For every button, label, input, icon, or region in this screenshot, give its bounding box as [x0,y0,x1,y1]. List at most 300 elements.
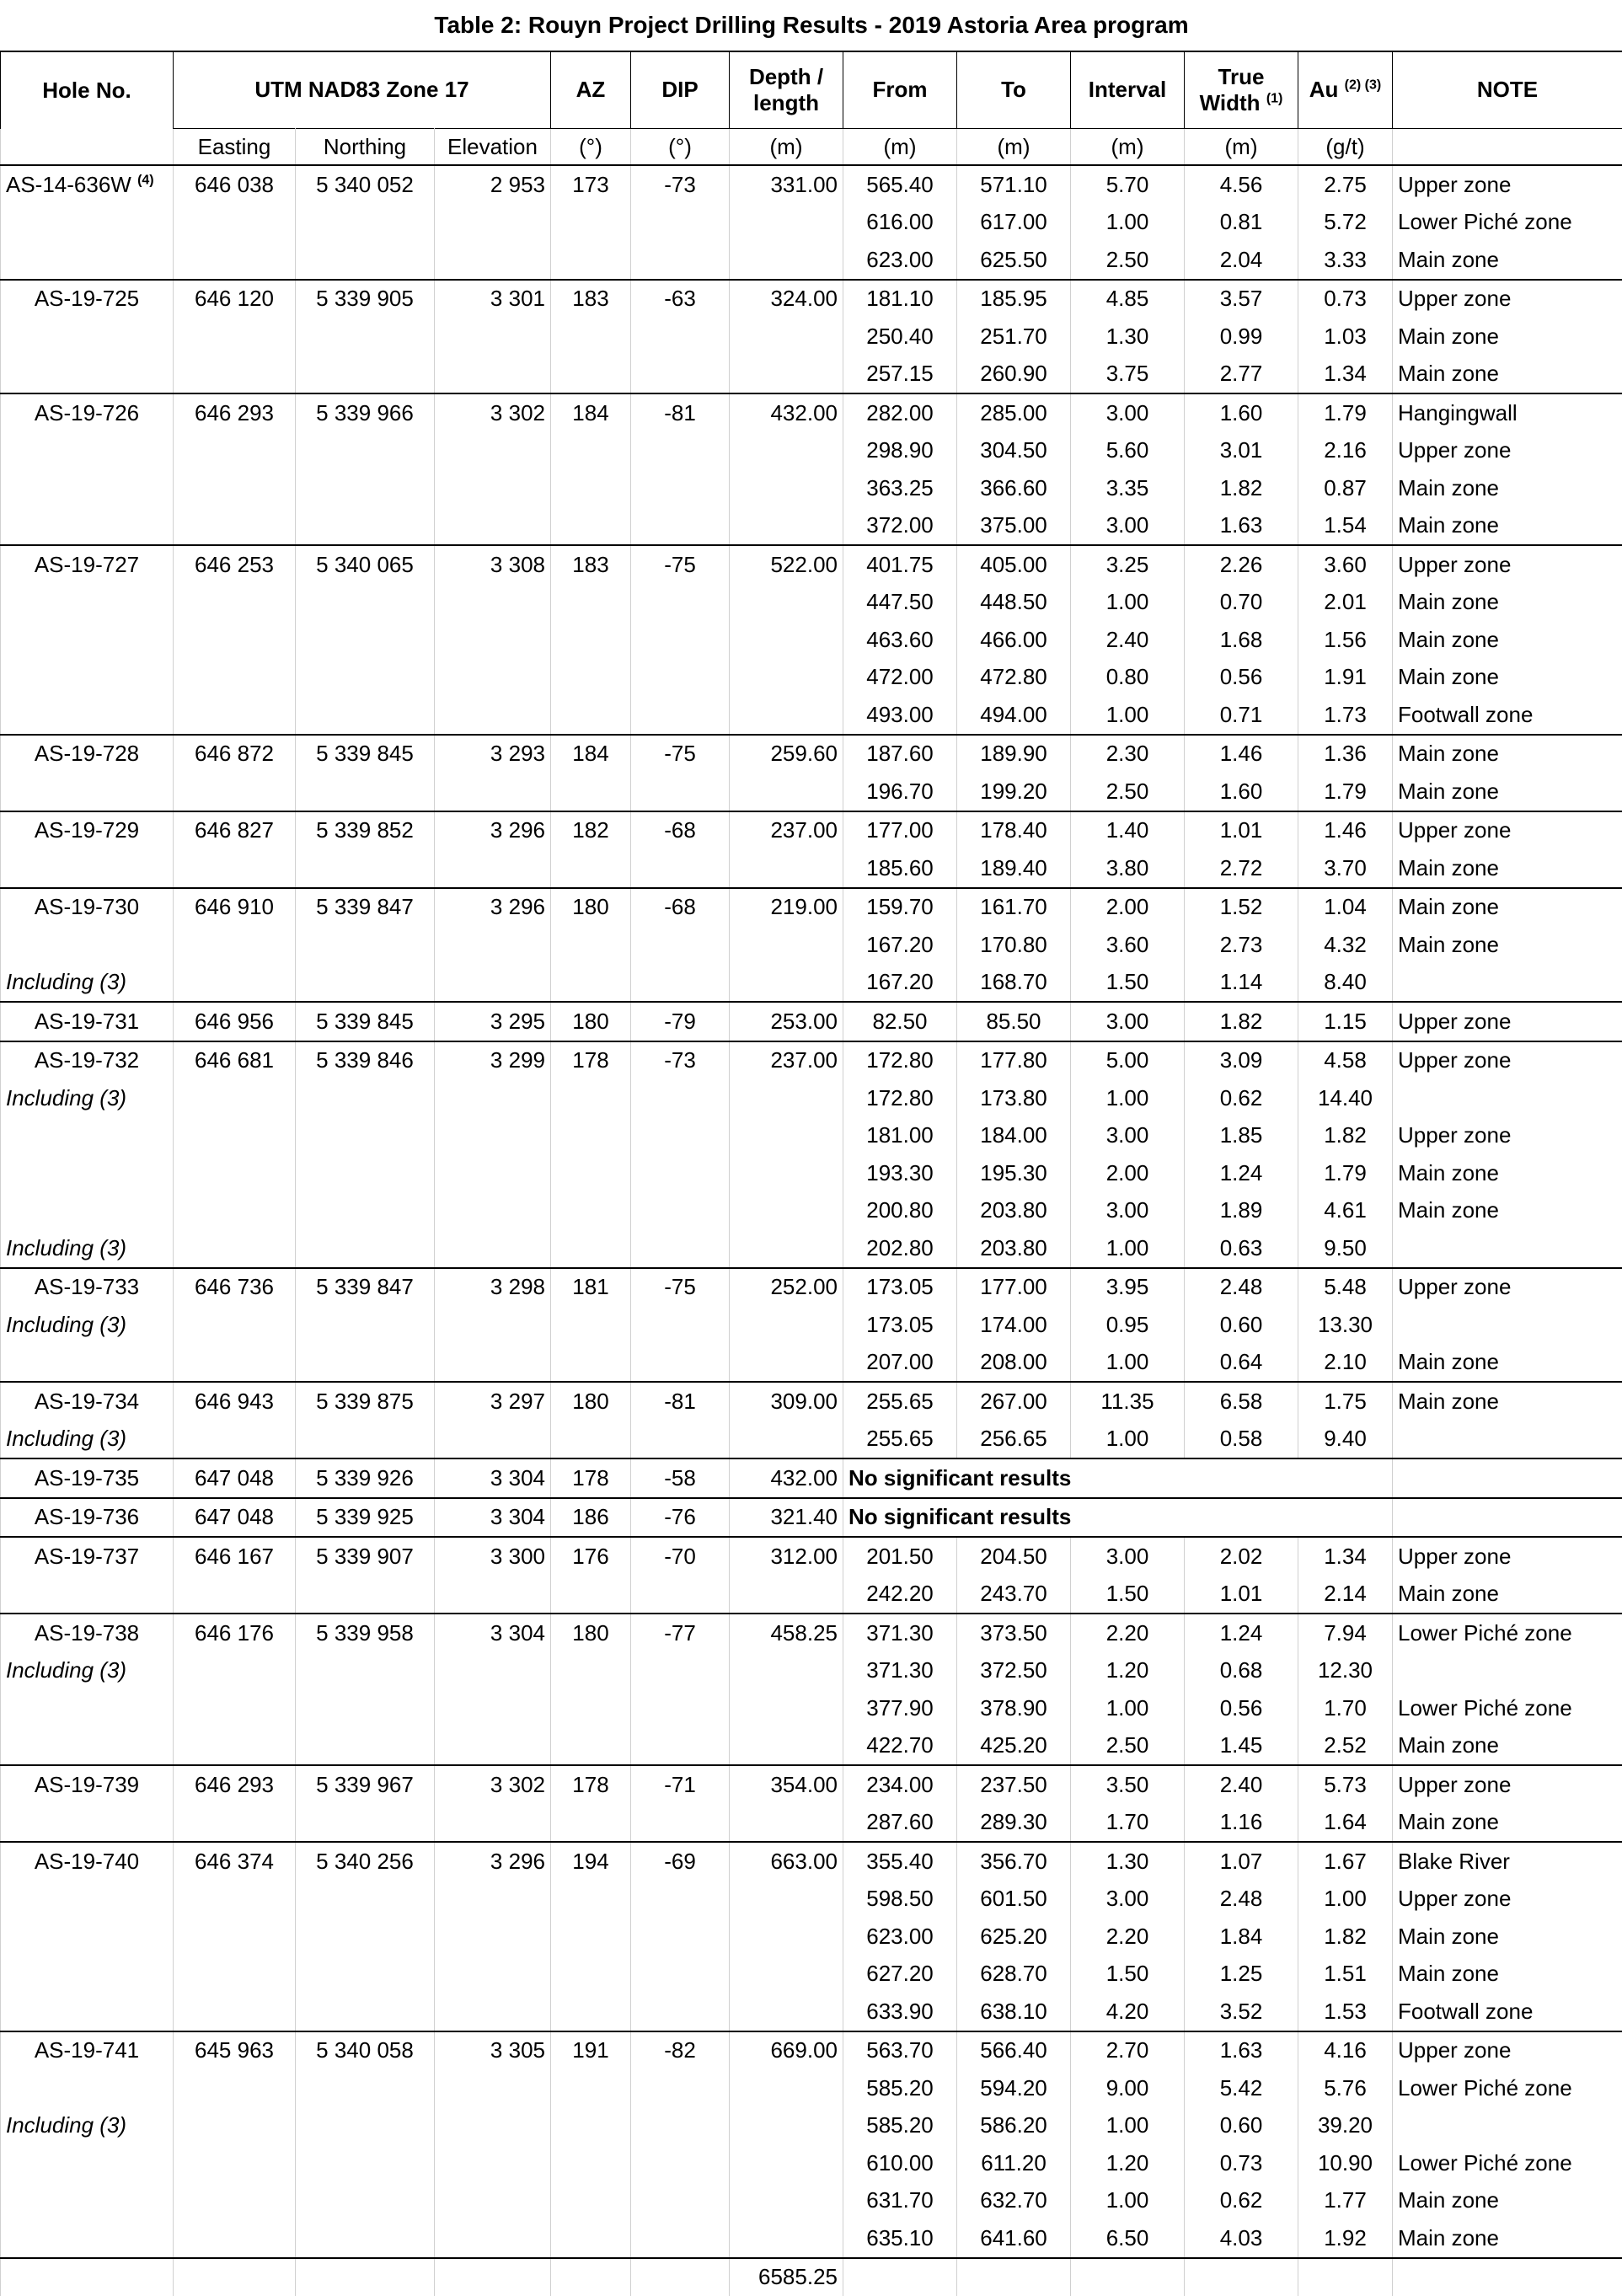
northing: 5 339 907 [296,1537,435,1576]
from: 255.65 [843,1421,957,1459]
note: Main zone [1393,1918,1622,1956]
to: 251.70 [957,318,1071,356]
to: 566.40 [957,2031,1071,2070]
interval: 1.00 [1071,584,1185,622]
including-label: Including (3) [1,1652,174,1690]
azimuth [551,469,631,507]
gold-grade: 2.52 [1298,1727,1393,1766]
dip [631,1306,730,1344]
table-row [1,926,1622,964]
interval: 1.00 [1071,2107,1185,2145]
note: Main zone [1393,1727,1622,1766]
from: 627.20 [843,1956,957,1994]
gold-grade: 0.73 [1298,280,1393,318]
dip [631,1993,730,2031]
azimuth: 182 [551,811,631,850]
azimuth [551,1079,631,1117]
interval: 1.20 [1071,1652,1185,1690]
true-width: 0.70 [1185,584,1298,622]
northing [296,1652,435,1690]
note: Main zone [1393,2182,1622,2220]
depth: 259.60 [730,735,843,773]
depth: 324.00 [730,280,843,318]
true-width: 1.63 [1185,507,1298,546]
easting [174,318,296,356]
dip [631,1804,730,1843]
easting: 645 963 [174,2031,296,2070]
hole-number-text: AS-19-740 [35,1849,139,1874]
northing: 5 340 065 [296,545,435,584]
true-width: 1.60 [1185,773,1298,811]
table-row [1,1881,1622,1919]
gold-grade: 1.36 [1298,735,1393,773]
gold-grade: 2.10 [1298,1344,1393,1383]
note: Upper zone [1393,1041,1622,1080]
hole-number-blank [1,1117,174,1155]
note: Upper zone [1393,1268,1622,1307]
note: Lower Piché zone [1393,204,1622,242]
hole-number [1,1765,174,1804]
interval: 3.00 [1071,1537,1185,1576]
dip [631,2182,730,2220]
table-row [1,1458,1622,1498]
table-row [1,888,1622,927]
interval: 3.00 [1071,1881,1185,1919]
depth: 458.25 [730,1614,843,1652]
no-significant-results: No significant results [843,1498,1393,1538]
elevation [435,1918,551,1956]
gold-grade: 1.46 [1298,811,1393,850]
note: Main zone [1393,507,1622,546]
gold-grade: 7.94 [1298,1614,1393,1652]
gold-grade: 4.58 [1298,1041,1393,1080]
azimuth [551,696,631,735]
true-width: 1.24 [1185,1614,1298,1652]
elevation: 3 296 [435,888,551,927]
interval: 2.70 [1071,2031,1185,2070]
easting: 646 167 [174,1537,296,1576]
northing [296,1804,435,1843]
to: 594.20 [957,2069,1071,2107]
hole-number-blank [1,773,174,811]
note: Lower Piché zone [1393,2069,1622,2107]
true-width: 1.01 [1185,1576,1298,1614]
to: 304.50 [957,432,1071,470]
interval: 1.70 [1071,1804,1185,1843]
table-row [1,1537,1622,1576]
dip [631,1229,730,1268]
elevation: 3 301 [435,280,551,318]
northing [296,1918,435,1956]
northing [296,1881,435,1919]
note: Lower Piché zone [1393,1614,1622,1652]
interval: 1.00 [1071,1079,1185,1117]
table-row [1,318,1622,356]
table-row [1,1918,1622,1956]
to: 601.50 [957,1881,1071,1919]
northing [296,849,435,888]
azimuth [551,1689,631,1727]
interval: 2.00 [1071,888,1185,927]
northing [296,318,435,356]
to: 256.65 [957,1421,1071,1459]
easting [174,621,296,659]
depth: 432.00 [730,393,843,432]
from: 565.40 [843,165,957,204]
elevation: 3 308 [435,545,551,584]
elevation [435,1344,551,1383]
azimuth [551,2219,631,2258]
gold-grade: 12.30 [1298,1652,1393,1690]
gold-grade: 2.01 [1298,584,1393,622]
from: 623.00 [843,1918,957,1956]
table-row [1,545,1622,584]
northing [296,2219,435,2258]
easting [174,469,296,507]
table-row [1,1765,1622,1804]
table-row [1,1614,1622,1652]
interval: 11.35 [1071,1382,1185,1421]
azimuth: 183 [551,545,631,584]
table-row [1,2219,1622,2258]
to: 641.60 [957,2219,1071,2258]
northing [296,964,435,1003]
table-row [1,507,1622,546]
depth [730,1881,843,1919]
from: 372.00 [843,507,957,546]
hole-number-blank [1,1344,174,1383]
total-blank [843,2258,957,2296]
azimuth [551,2182,631,2220]
azimuth: 181 [551,1268,631,1307]
gold-grade: 1.73 [1298,696,1393,735]
table-row [1,2107,1622,2145]
interval: 2.20 [1071,1614,1185,1652]
hole-number [1,2031,174,2070]
elevation [435,1306,551,1344]
elevation [435,318,551,356]
depth [730,1727,843,1766]
northing [296,1576,435,1614]
hole-number-text: AS-19-729 [35,817,139,843]
from: 255.65 [843,1382,957,1421]
elevation: 3 295 [435,1002,551,1041]
easting [174,1727,296,1766]
depth [730,1117,843,1155]
azimuth [551,1652,631,1690]
table-row [1,1382,1622,1421]
interval: 2.00 [1071,1154,1185,1192]
hole-number-blank [1,1689,174,1727]
total-blank [1,2258,174,2296]
gold-grade: 0.87 [1298,469,1393,507]
gold-grade: 1.54 [1298,507,1393,546]
to: 189.90 [957,735,1071,773]
easting: 646 176 [174,1614,296,1652]
table-row [1,469,1622,507]
azimuth [551,432,631,470]
depth: 321.40 [730,1498,843,1538]
dip: -75 [631,545,730,584]
from: 177.00 [843,811,957,850]
elevation [435,2069,551,2107]
northing [296,356,435,394]
from: 167.20 [843,926,957,964]
hole-number-text: AS-19-738 [35,1620,139,1646]
northing [296,432,435,470]
hole-number-blank [1,1154,174,1192]
northing [296,1117,435,1155]
from: 193.30 [843,1154,957,1192]
true-width: 0.56 [1185,1689,1298,1727]
dip: -68 [631,888,730,927]
interval: 5.70 [1071,165,1185,204]
gold-grade: 1.77 [1298,2182,1393,2220]
table-row [1,1842,1622,1881]
interval: 3.95 [1071,1268,1185,1307]
easting: 646 681 [174,1041,296,1080]
dip: -82 [631,2031,730,2070]
elevation [435,1689,551,1727]
to: 208.00 [957,1344,1071,1383]
hole-number-text: AS-19-735 [35,1465,139,1491]
azimuth: 184 [551,393,631,432]
header-dip: DIP [631,51,730,129]
northing [296,469,435,507]
to: 184.00 [957,1117,1071,1155]
gold-grade: 1.67 [1298,1842,1393,1881]
azimuth [551,621,631,659]
dip [631,1576,730,1614]
northing: 5 339 847 [296,888,435,927]
hole-number-blank [1,621,174,659]
northing [296,1229,435,1268]
easting [174,1117,296,1155]
gold-grade: 3.70 [1298,849,1393,888]
true-width: 3.52 [1185,1993,1298,2031]
azimuth: 178 [551,1041,631,1080]
from: 401.75 [843,545,957,584]
dip: -58 [631,1458,730,1498]
easting [174,1576,296,1614]
note [1393,2107,1622,2145]
hole-number-blank [1,507,174,546]
including-label: Including (3) [1,1421,174,1459]
dip: -68 [631,811,730,850]
dip [631,1727,730,1766]
depth [730,964,843,1003]
interval: 3.00 [1071,1002,1185,1041]
from: 172.80 [843,1041,957,1080]
gold-grade: 1.91 [1298,659,1393,697]
table-row [1,696,1622,735]
no-significant-results: No significant results [843,1458,1393,1498]
hole-number-blank [1,926,174,964]
table-row [1,1154,1622,1192]
header-elevation: Elevation [435,129,551,166]
total-blank [1071,2258,1185,2296]
from: 172.80 [843,1079,957,1117]
azimuth [551,318,631,356]
to: 177.00 [957,1268,1071,1307]
azimuth [551,1881,631,1919]
header-note-blank [1393,129,1622,166]
easting [174,2182,296,2220]
table-row [1,1576,1622,1614]
depth [730,2182,843,2220]
elevation: 3 302 [435,1765,551,1804]
from: 610.00 [843,2144,957,2182]
azimuth [551,1154,631,1192]
elevation: 3 293 [435,735,551,773]
from: 82.50 [843,1002,957,1041]
interval: 2.50 [1071,241,1185,280]
easting [174,1993,296,2031]
from: 363.25 [843,469,957,507]
from: 623.00 [843,241,957,280]
dip [631,356,730,394]
table-row [1,165,1622,204]
from: 472.00 [843,659,957,697]
azimuth: 178 [551,1765,631,1804]
true-width: 4.56 [1185,165,1298,204]
depth [730,241,843,280]
to: 586.20 [957,2107,1071,2145]
table-row [1,1306,1622,1344]
from: 282.00 [843,393,957,432]
interval: 2.40 [1071,621,1185,659]
table-row [1,1993,1622,2031]
to: 466.00 [957,621,1071,659]
gold-grade: 1.79 [1298,393,1393,432]
azimuth [551,1117,631,1155]
hole-number-blank [1,204,174,242]
true-width: 0.81 [1185,204,1298,242]
azimuth [551,1229,631,1268]
northing [296,241,435,280]
easting: 646 038 [174,165,296,204]
northing [296,204,435,242]
easting [174,432,296,470]
true-width: 1.85 [1185,1117,1298,1155]
header-interval: Interval [1071,51,1185,129]
table-row [1,2069,1622,2107]
to: 638.10 [957,1993,1071,2031]
total-blank [957,2258,1071,2296]
dip [631,469,730,507]
to: 378.90 [957,1689,1071,1727]
true-width: 0.71 [1185,696,1298,735]
true-width: 1.84 [1185,1918,1298,1956]
gold-grade: 10.90 [1298,2144,1393,2182]
depth [730,1306,843,1344]
azimuth [551,1344,631,1383]
hole-number-text: AS-14-636W [6,172,131,197]
note: Upper zone [1393,1537,1622,1576]
table-row [1,241,1622,280]
table-row [1,2031,1622,2070]
northing: 5 339 926 [296,1458,435,1498]
to: 203.80 [957,1192,1071,1230]
total-depth: 6585.25 [730,2258,843,2296]
azimuth: 180 [551,888,631,927]
hole-number-blank [1,1918,174,1956]
to: 204.50 [957,1537,1071,1576]
easting: 647 048 [174,1498,296,1538]
depth: 237.00 [730,811,843,850]
northing [296,1956,435,1994]
hole-number-blank [1,318,174,356]
table-row [1,1804,1622,1843]
from: 585.20 [843,2069,957,2107]
interval: 1.20 [1071,2144,1185,2182]
elevation [435,584,551,622]
easting: 646 253 [174,545,296,584]
note: Main zone [1393,318,1622,356]
from: 185.60 [843,849,957,888]
interval: 0.95 [1071,1306,1185,1344]
gold-grade: 4.61 [1298,1192,1393,1230]
header-to: To [957,51,1071,129]
table-row [1,1079,1622,1117]
from: 181.10 [843,280,957,318]
from: 377.90 [843,1689,957,1727]
azimuth [551,964,631,1003]
hole-number-blank [1,432,174,470]
depth [730,1229,843,1268]
true-width: 2.72 [1185,849,1298,888]
table-row [1,1117,1622,1155]
hole-number-blank [1,1956,174,1994]
true-width: 0.58 [1185,1421,1298,1459]
hole-number-text: AS-19-737 [35,1544,139,1569]
note: Footwall zone [1393,696,1622,735]
interval: 3.00 [1071,507,1185,546]
elevation [435,1956,551,1994]
northing: 5 339 846 [296,1041,435,1080]
depth: 354.00 [730,1765,843,1804]
easting [174,659,296,697]
northing: 5 339 905 [296,280,435,318]
from: 187.60 [843,735,957,773]
gold-grade: 3.33 [1298,241,1393,280]
true-width: 2.48 [1185,1268,1298,1307]
azimuth [551,1727,631,1766]
depth [730,318,843,356]
note: Upper zone [1393,545,1622,584]
easting [174,1306,296,1344]
easting: 646 872 [174,735,296,773]
from: 207.00 [843,1344,957,1383]
hole-number-blank [1,2144,174,2182]
note: Upper zone [1393,1881,1622,1919]
table-row [1,964,1622,1003]
dip [631,1117,730,1155]
hole-number-blank [1,1993,174,2031]
note: Main zone [1393,241,1622,280]
hole-number-blank [1,2219,174,2258]
depth [730,1079,843,1117]
note [1393,964,1622,1003]
elevation [435,356,551,394]
depth [730,432,843,470]
true-width: 1.45 [1185,1727,1298,1766]
depth: 312.00 [730,1537,843,1576]
hole-number [1,1458,174,1498]
elevation [435,1229,551,1268]
depth [730,1344,843,1383]
gold-grade: 4.16 [1298,2031,1393,2070]
